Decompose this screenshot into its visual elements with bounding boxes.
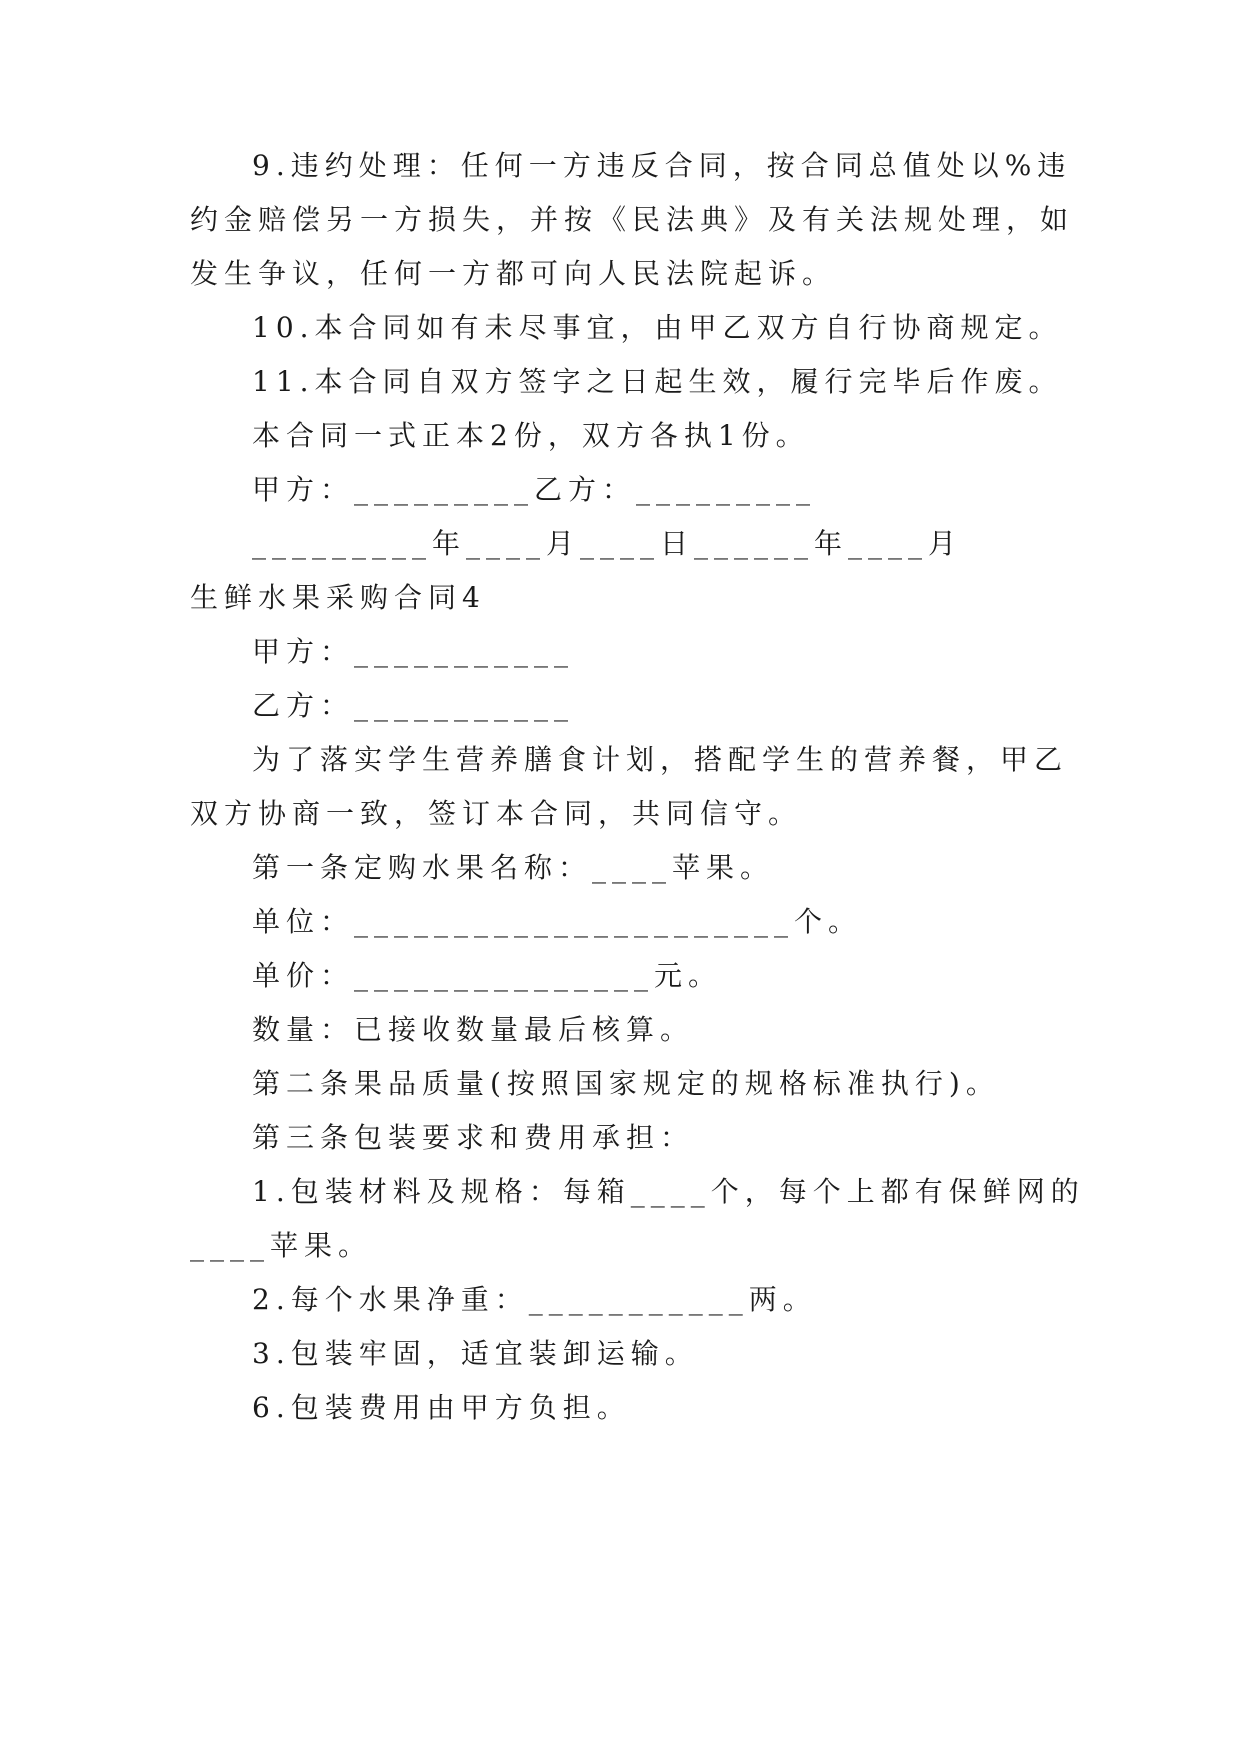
- article-2-quality: 第二条果品质量(按照国家规定的规格标准执行)。: [252, 1067, 1000, 1100]
- clause-9-line-3: 发生争议，任何一方都可向人民法院起诉。: [190, 257, 837, 290]
- packaging-item-2: 2.每个水果净重：___________两。: [252, 1283, 817, 1316]
- copies-statement: 本合同一式正本2份，双方各执1份。: [252, 419, 810, 452]
- clause-9-line-2: 约金赔偿另一方损失，并按《民法典》及有关法规处理，如: [190, 203, 1075, 236]
- clause-10: 10.本合同如有未尽事宜，由甲乙双方自行协商规定。: [252, 311, 1063, 344]
- signature-dates: _________年____月____日______年____月: [252, 527, 963, 560]
- packaging-item-6: 6.包装费用由甲方负担。: [252, 1391, 631, 1424]
- signature-parties: 甲方：_________乙方：_________: [252, 473, 817, 506]
- unit-field: 单位：______________________个。: [252, 905, 863, 938]
- party-a-field: 甲方：___________: [252, 635, 575, 668]
- unit-price-field: 单价：_______________元。: [252, 959, 723, 992]
- clause-11: 11.本合同自双方签字之日起生效，履行完毕后作废。: [252, 365, 1063, 398]
- packaging-item-3: 3.包装牢固，适宜装卸运输。: [252, 1337, 699, 1370]
- preamble-line-1: 为了落实学生营养膳食计划，搭配学生的营养餐，甲乙: [252, 743, 1069, 776]
- packaging-item-1-line-2: ____苹果。: [190, 1229, 373, 1262]
- article-3-packaging: 第三条包装要求和费用承担：: [252, 1121, 695, 1154]
- contract-4-title: 生鲜水果采购合同4: [190, 581, 486, 614]
- clause-9-line-1: 9.违约处理：任何一方违反合同，按合同总值处以%违: [252, 149, 1072, 182]
- article-1-fruit-name: 第一条定购水果名称：____苹果。: [252, 851, 775, 884]
- packaging-item-1-line-1: 1.包装材料及规格：每箱____个，每个上都有保鲜网的: [252, 1175, 1085, 1208]
- quantity-field: 数量：已接收数量最后核算。: [252, 1013, 695, 1046]
- preamble-line-2: 双方协商一致，签订本合同，共同信守。: [190, 797, 803, 830]
- party-b-field: 乙方：___________: [252, 689, 575, 722]
